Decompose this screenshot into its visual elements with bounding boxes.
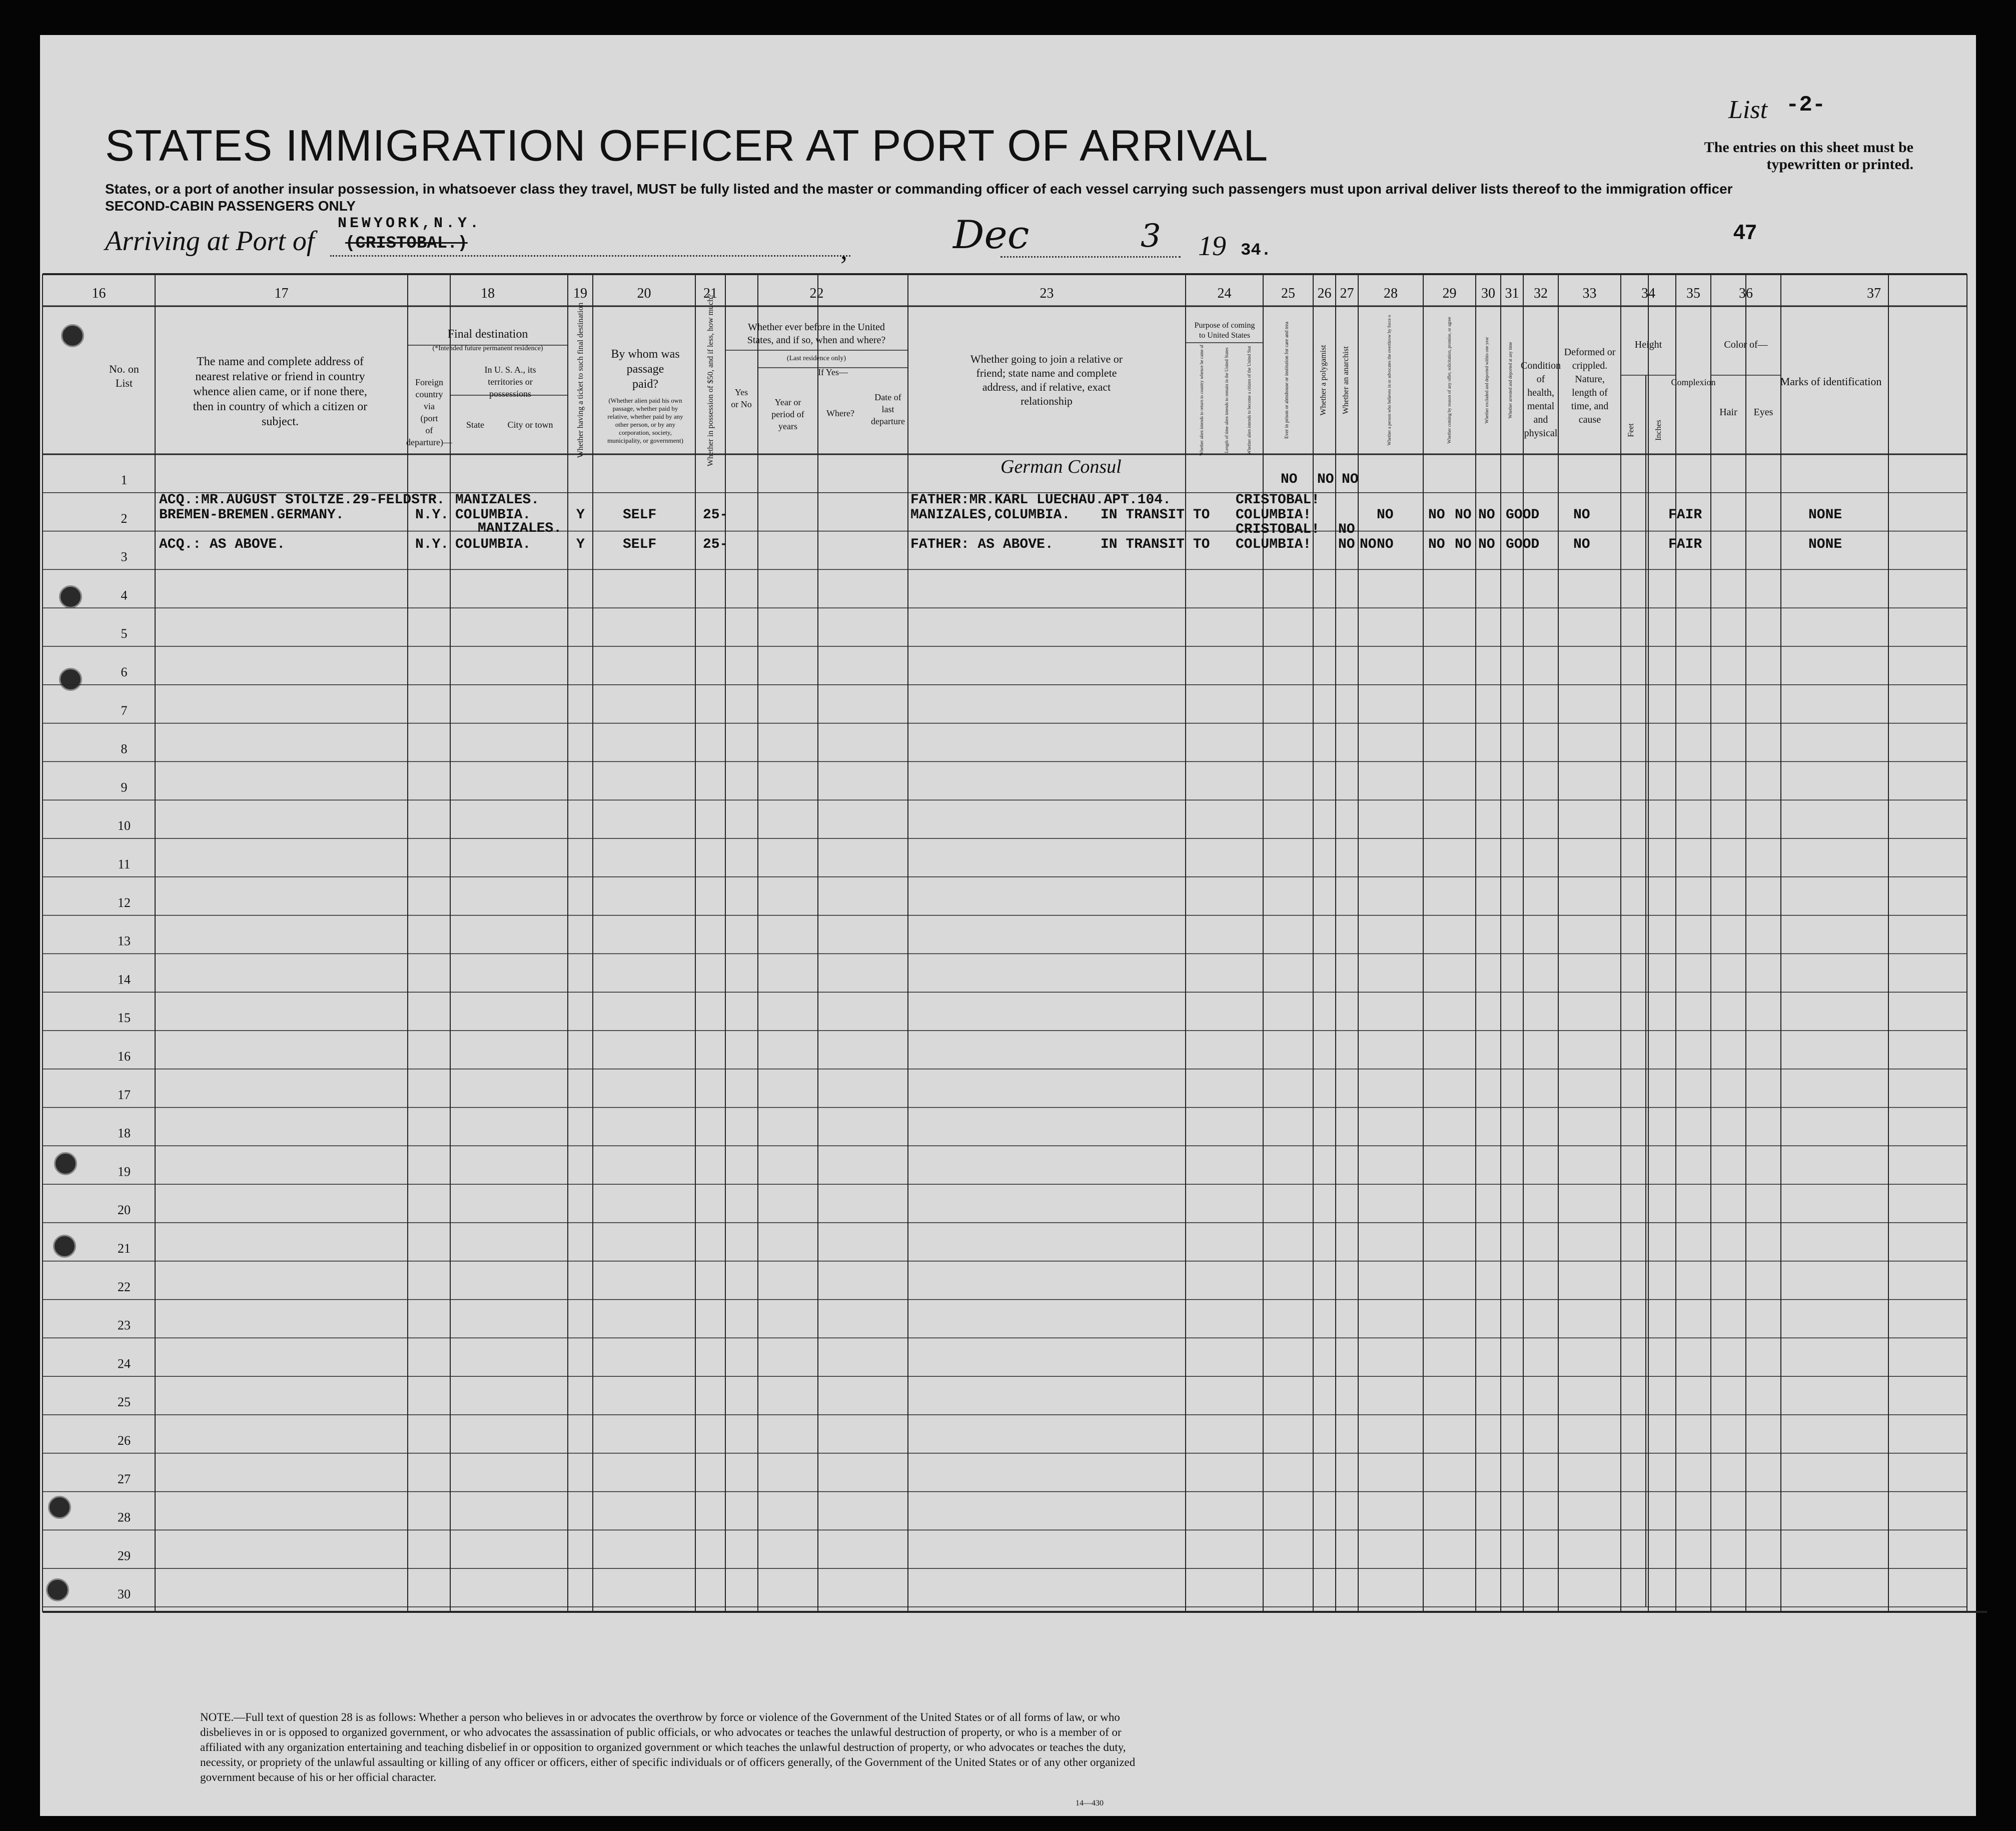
header-feet: Feet [1627, 423, 1635, 437]
transit-dest1: CRISTOBAL! [1236, 522, 1320, 537]
row-number-11: 11 [118, 857, 131, 871]
deformed: NO [1573, 507, 1590, 523]
overthrow: NO [1377, 507, 1394, 523]
header-date-last-departure: last [881, 404, 894, 414]
header-nearest-relative: subject. [262, 415, 299, 428]
join-line2: MANIZALES,COLUMBIA. [910, 507, 1071, 523]
join-line1: FATHER: AS ABOVE. [910, 537, 1054, 552]
header-passage-paid-sub: passage, whether paid by [612, 405, 678, 412]
header-going-to-join: Whether going to join a relative or [970, 353, 1123, 365]
header-anarchist: Whether an anarchist [1342, 346, 1350, 414]
header-inches: Inches [1654, 420, 1663, 441]
header-health: and [1533, 414, 1548, 425]
header-date-last-departure: departure [871, 416, 905, 426]
header-purpose: to United States [1199, 331, 1251, 340]
header-foreign-country: of [425, 425, 433, 435]
header-in-usa: possessions [489, 389, 532, 399]
header-deformed: time, and [1571, 401, 1609, 412]
column-number-20: 20 [637, 286, 651, 301]
arrested: NO [1478, 507, 1495, 523]
header-deformed: Deformed or [1564, 347, 1616, 358]
health: GOOD [1506, 537, 1540, 552]
header-health: health, [1527, 387, 1554, 398]
arrested: NO [1478, 537, 1495, 552]
column-number-32: 32 [1534, 286, 1548, 301]
column-number-26: 26 [1317, 286, 1332, 301]
column-number-27: 27 [1340, 286, 1354, 301]
header-marks: Marks of identification [1780, 375, 1882, 388]
column-number-18: 18 [481, 286, 495, 301]
header-hair: Hair [1719, 407, 1737, 418]
header-purpose-citizen: Whether alien intends to become a citizen of the United Stat [1247, 346, 1252, 455]
row-number-17: 17 [118, 1087, 131, 1102]
overthrow: NO [1377, 537, 1394, 552]
header-city: City or town [507, 420, 553, 430]
header-state: State [466, 420, 484, 430]
row-number-20: 20 [118, 1203, 131, 1218]
header-year-period: period of [771, 409, 804, 419]
row-number-3: 3 [121, 549, 128, 564]
money: 25- [703, 507, 728, 523]
row-number-10: 10 [118, 818, 131, 833]
header-labor-offer: Whether coming by reason of any offer, solicitation, promise, or agree [1447, 317, 1452, 444]
column-number-25: 25 [1281, 286, 1295, 301]
row-number-6: 6 [121, 665, 128, 679]
ticket: Y [576, 537, 585, 552]
header-foreign-country: country [415, 389, 443, 399]
row-number-13: 13 [118, 934, 131, 949]
header-going-to-join: relationship [1021, 395, 1073, 407]
entries-note: The entries on this sheet must be typewritten or printed. [1704, 139, 1913, 173]
column-number-23: 23 [1040, 286, 1054, 301]
header-no-on-list: List [115, 377, 133, 389]
header-ever-before-sub: (Last residence only) [786, 355, 846, 362]
header-excluded: Whether excluded and deported within one year [1484, 337, 1489, 424]
column-number-30: 30 [1481, 286, 1495, 301]
header-deformed: Nature, [1575, 374, 1605, 385]
header-polygamist: Whether a polygamist [1319, 345, 1328, 416]
header-passage-paid: passage [626, 363, 664, 376]
column-number-28: 28 [1384, 286, 1398, 301]
header-complexion: Complexion [1671, 377, 1716, 387]
header-purpose: Purpose of coming [1194, 321, 1255, 330]
row-number-30: 30 [118, 1587, 131, 1602]
year-prefix: 19 [1198, 231, 1226, 262]
money: 25- [703, 537, 728, 552]
header-possession-50: Whether in possession of $50, and if less, how much? [706, 294, 715, 467]
header-if-yes: If Yes— [817, 367, 848, 377]
footnote-question-28: NOTE.—Full text of question 28 is as follows: Whether a person who believes in or advocates the overthrow by force or violence of the Government of the United States or of all forms of law, or who disbelieves in or is opposed to organized government, or who advocates the assassination of public officials, or who advocates or teaches the unlawful destruction of property, or who is a member of or affiliated with any organization entertaining and teaching disbelief in or opposition to organized government or which teaches the unlawful destruction of property, or who advocates or teaches the duty, necessity, or propriety of the unlawful assaulting or killing of any officer or officers, either of specific individuals or of officers generally, of the Government of the United States or of any other organized government because of his or her official character. [200, 1711, 1136, 1783]
header-nearest-relative: The name and complete address of [197, 355, 364, 368]
date-day: 3 [1141, 218, 1161, 255]
relative-line1: ACQ.:MR.AUGUST STOLTZE.29-FELDSTR. [159, 492, 445, 508]
column-number-31: 31 [1505, 286, 1519, 301]
row-number-2: 2 [121, 511, 128, 526]
polygamist: NO [1338, 537, 1355, 552]
paid-by: SELF [623, 507, 657, 523]
form-title: STATES IMMIGRATION OFFICER AT PORT OF ARRIVAL [105, 121, 1269, 170]
dest-city: MANIZALES. [455, 492, 540, 508]
header-prison: Ever in prison or almshouse or institution for care and trea [1284, 322, 1290, 439]
polygamist: NO [1317, 472, 1334, 487]
header-passage-paid: By whom was [611, 348, 680, 361]
column-number-36: 36 [1739, 286, 1753, 301]
header-passage-paid-sub: other person, or by any [615, 421, 676, 428]
excluded: NO [1455, 507, 1472, 523]
paid-by: SELF [623, 537, 657, 552]
header-ever-before: Whether ever before in the United [748, 322, 885, 333]
row-number-21: 21 [118, 1241, 131, 1256]
ticket: Y [576, 507, 585, 523]
relative-line1: ACQ.: AS ABOVE. [159, 537, 286, 552]
labor-offer: NO [1428, 537, 1445, 552]
prison: NO [1338, 522, 1355, 537]
header-passage-paid-sub: corporation, society, [619, 429, 672, 436]
header-health: Condition [1520, 360, 1561, 371]
page-number: 47 [1733, 220, 1757, 244]
header-passage-paid-sub: municipality, or government) [607, 437, 683, 444]
row-number-8: 8 [121, 741, 128, 756]
header-final-destination-sub: (*Intended future permanent residence) [432, 345, 543, 352]
row-number-29: 29 [118, 1548, 131, 1563]
port-typed: NEWYORK,N.Y. [338, 215, 482, 232]
prison: NO [1281, 472, 1298, 487]
header-passage-paid-sub: (Whether alien paid his own [608, 397, 682, 404]
header-foreign-country: (port [420, 413, 438, 423]
row-number-22: 22 [118, 1279, 131, 1294]
header-deformed: crippled. [1572, 360, 1608, 371]
header-ticket: Whether having a ticket to such final destination [576, 302, 585, 458]
row-number-9: 9 [121, 780, 128, 795]
header-foreign-country: departure)— [406, 437, 452, 447]
column-number-24: 24 [1217, 286, 1232, 301]
comma-glyph: , [840, 235, 847, 266]
transit-dest2: COLUMBIA! [1236, 537, 1312, 552]
row-number-1: 1 [121, 473, 128, 487]
health: GOOD [1506, 507, 1540, 523]
class-line: SECOND-CABIN PASSENGERS ONLY [105, 198, 356, 214]
anarchist: NO [1342, 472, 1359, 487]
marks: NONE [1808, 537, 1842, 552]
row-number-19: 19 [118, 1164, 131, 1179]
complexion: FAIR [1668, 537, 1702, 552]
join-line1: FATHER:MR.KARL LUECHAU.APT.104. [910, 492, 1171, 508]
header-health: of [1536, 374, 1545, 385]
header-ever-before: States, and if so, when and where? [747, 335, 886, 346]
excluded: NO [1455, 537, 1472, 552]
dest-state: COLUMBIA. [455, 537, 531, 552]
complexion: FAIR [1668, 507, 1702, 523]
instructions-text: States, or a port of another insular possession, in whatsoever class they travel, MUST be fully listed and the master or commanding officer of each vessel carrying such passengers must upon arrival deliver lists thereof to the immigration officer [105, 181, 1733, 197]
arriving-label: Arriving at Port of [105, 226, 315, 257]
transit-dest1: CRISTOBAL! [1236, 492, 1320, 508]
column-number-33: 33 [1582, 286, 1597, 301]
header-nearest-relative: whence alien came, or if none there, [193, 385, 367, 398]
row-number-23: 23 [118, 1318, 131, 1333]
transit-dest2: COLUMBIA! [1236, 507, 1312, 523]
header-going-to-join: friend; state name and complete [976, 367, 1117, 379]
row-number-15: 15 [118, 1011, 131, 1026]
column-number-22: 22 [809, 286, 824, 301]
foreign-port: N.Y. [415, 507, 449, 523]
header-nearest-relative: then in country of which a citizen or [193, 400, 368, 413]
header-foreign-country: via [424, 401, 435, 411]
column-number-19: 19 [573, 286, 587, 301]
header-foreign-country: Foreign [415, 377, 443, 387]
header-eyes: Eyes [1753, 407, 1773, 418]
in-transit: IN TRANSIT TO [1101, 507, 1210, 523]
dest-city: MANIZALES. [478, 521, 562, 536]
row-number-27: 27 [118, 1471, 131, 1486]
header-where: Where? [826, 408, 854, 418]
row-number-25: 25 [118, 1395, 131, 1410]
dest-state: COLUMBIA. [455, 507, 531, 523]
header-height: Height [1634, 339, 1662, 350]
port-struck: (CRISTOBAL.) [345, 234, 468, 253]
header-year-period: years [778, 421, 797, 431]
date-month: Dec [953, 213, 1030, 258]
header-going-to-join: address, and if relative, exact [982, 381, 1111, 393]
relative-line2: BREMEN-BREMEN.GERMANY. [159, 507, 344, 523]
header-nearest-relative: nearest relative or friend in country [195, 370, 365, 383]
header-purpose-length: Length of time alien intends to remain in the United States [1224, 347, 1229, 453]
row-number-26: 26 [118, 1433, 131, 1448]
row-number-14: 14 [118, 972, 131, 987]
header-health: mental [1527, 401, 1555, 412]
row-number-12: 12 [118, 895, 131, 910]
list-number: -2- [1786, 93, 1826, 118]
column-number-16: 16 [92, 286, 106, 301]
column-number-34: 34 [1641, 286, 1655, 301]
marks: NONE [1808, 507, 1842, 523]
header-passage-paid-sub: relative, whether paid by any [607, 413, 683, 420]
list-label: List [1728, 96, 1768, 124]
deformed: NO [1573, 537, 1590, 552]
column-number-29: 29 [1442, 286, 1457, 301]
row-number-28: 28 [118, 1510, 131, 1525]
column-number-21: 21 [703, 286, 717, 301]
row-number-16: 16 [118, 1049, 131, 1064]
header-passage-paid: paid? [632, 378, 658, 391]
row-number-5: 5 [121, 626, 128, 641]
header-health: physical [1524, 428, 1558, 439]
header-deformed: cause [1578, 414, 1601, 425]
in-transit: IN TRANSIT TO [1101, 537, 1210, 552]
join-handwritten: German Consul [1000, 456, 1122, 477]
header-overthrow: Whether a person who believes in or advocates the overthrow by force o [1387, 315, 1392, 446]
row-number-4: 4 [121, 588, 128, 603]
row-number-24: 24 [118, 1356, 131, 1371]
labor-offer: NO [1428, 507, 1445, 523]
header-color-of: Color of— [1724, 339, 1768, 350]
header-arrested: Whether arrested and deported at any time [1508, 342, 1513, 419]
header-in-usa: In U. S. A., its [484, 365, 536, 375]
anarchist: NO [1360, 537, 1377, 552]
year-suffix: 34. [1241, 241, 1272, 260]
foreign-port: N.Y. [415, 537, 449, 552]
column-number-17: 17 [274, 286, 289, 301]
header-purpose-return: Whether alien intends to return to country whence he came af [1199, 345, 1204, 456]
header-year-period: Year or [774, 397, 801, 407]
header-yes-no: or No [731, 399, 752, 409]
row-number-18: 18 [118, 1126, 131, 1141]
header-in-usa: territories or [488, 377, 533, 387]
form-number: 14—430 [1076, 1799, 1104, 1807]
header-yes-no: Yes [734, 387, 748, 397]
column-number-35: 35 [1686, 286, 1700, 301]
header-final-destination: Final destination [447, 328, 528, 341]
column-number-37: 37 [1867, 286, 1881, 301]
row-number-7: 7 [121, 703, 128, 718]
header-no-on-list: No. on [109, 363, 139, 375]
header-deformed: length of [1572, 387, 1608, 398]
header-date-last-departure: Date of [874, 392, 901, 402]
